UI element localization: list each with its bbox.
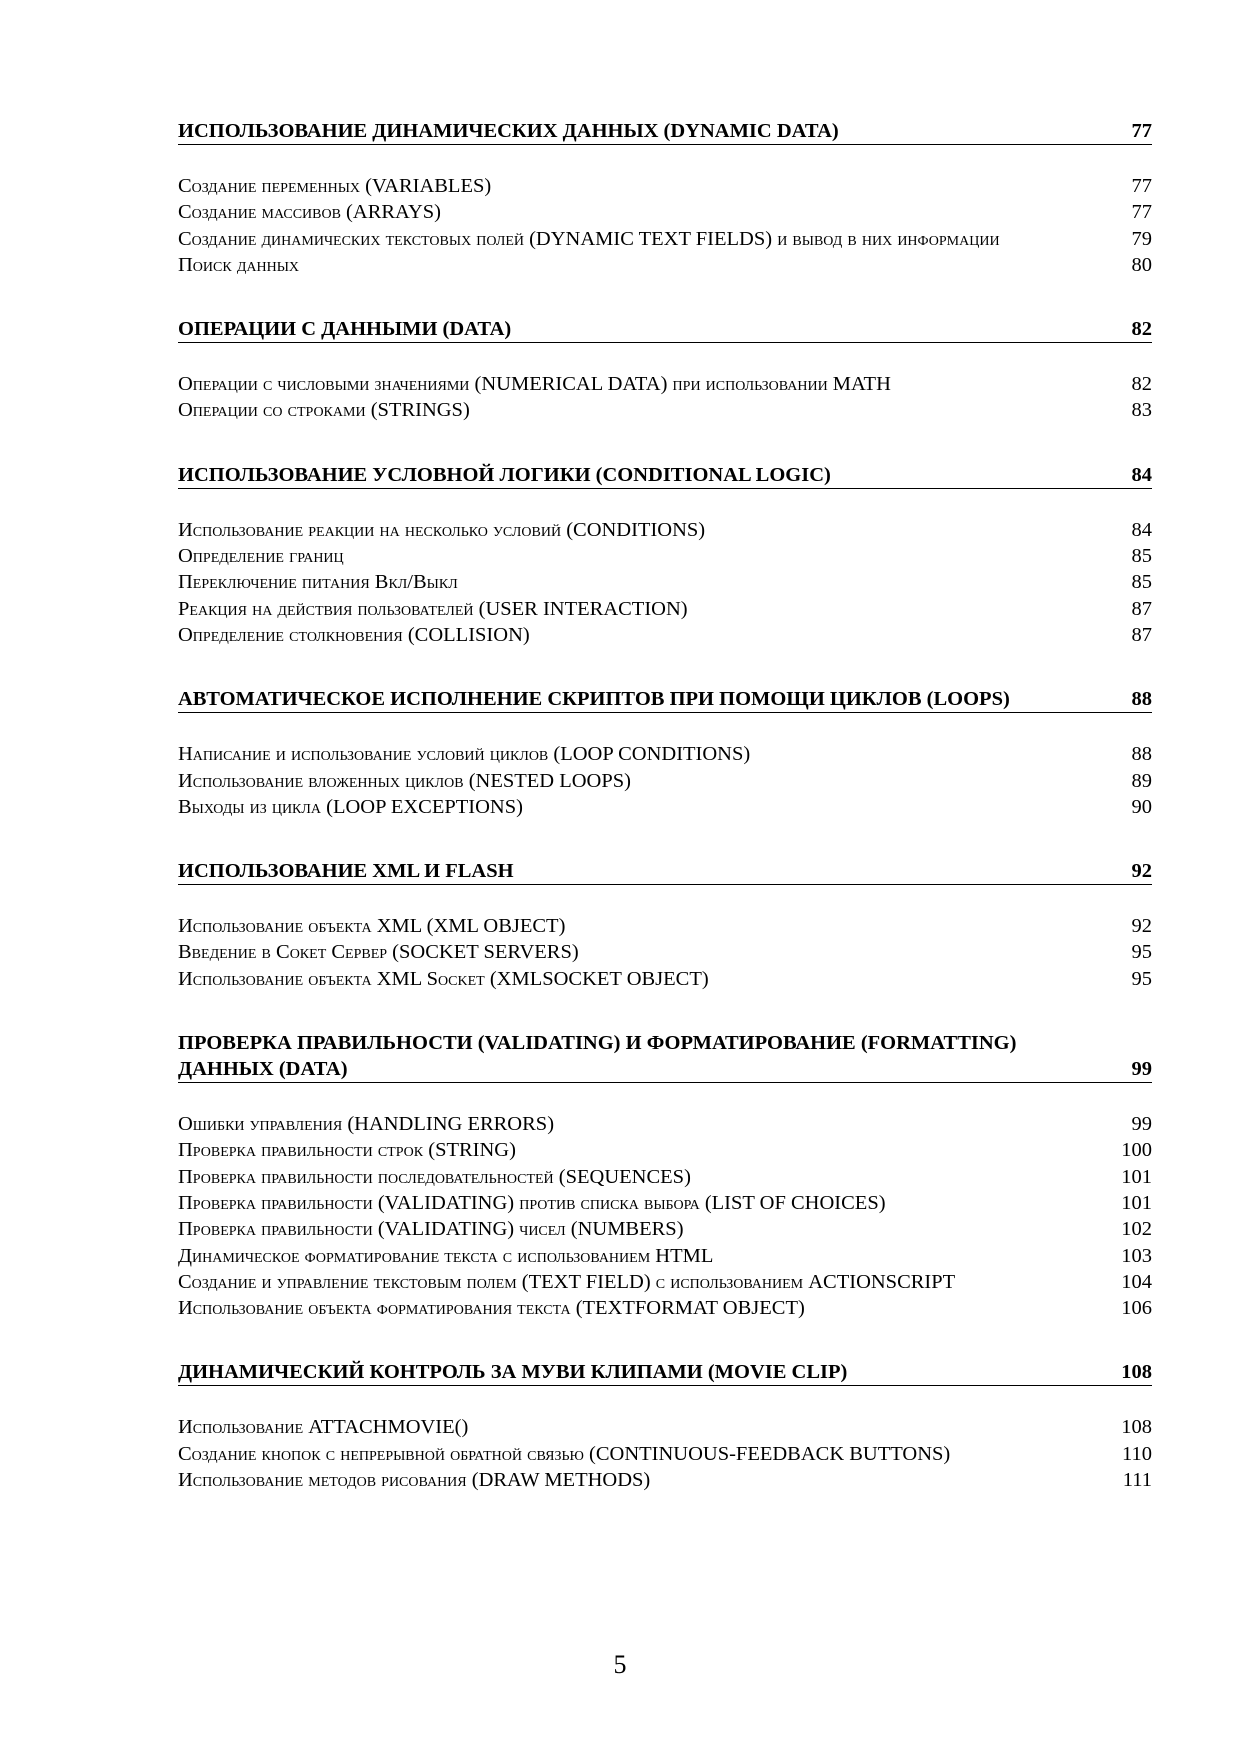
- toc-entry-title: Выходы из цикла (LOOP EXCEPTIONS): [178, 795, 523, 818]
- toc-entry[interactable]: [178, 622, 1152, 648]
- toc-entry[interactable]: [178, 397, 1152, 423]
- toc-entry-page: 89: [1131, 769, 1152, 792]
- toc-entry-page: 87: [1131, 623, 1152, 646]
- section-heading-title: ПРОВЕРКА ПРАВИЛЬНОСТИ (VALIDATING) И ФОРМАТИРОВАНИЕ (FORMATTING) ДАННЫХ (DATA): [178, 1032, 1017, 1081]
- toc-entry-title: Проверка правильности (VALIDATING) против списка выбора (LIST OF CHOICES): [178, 1191, 886, 1214]
- toc-entry[interactable]: [178, 794, 1152, 820]
- toc-entry-title: Проверка правильности последовательностей (SEQUENCES): [178, 1165, 691, 1188]
- toc-entry-page: 95: [1131, 941, 1152, 964]
- toc-entry[interactable]: [178, 1467, 1152, 1493]
- toc-entry-page: 83: [1131, 399, 1152, 422]
- toc-entry[interactable]: [178, 1441, 1152, 1467]
- toc-entry-title: Реакция на действия пользователей (USER INTERACTION): [178, 597, 688, 620]
- toc-entry[interactable]: [178, 1295, 1152, 1321]
- toc-entry[interactable]: [178, 1137, 1152, 1163]
- toc-entry-title: Определение столкновения (COLLISION): [178, 623, 530, 646]
- toc-entry-page: 77: [1131, 201, 1152, 224]
- section-heading-title: ОПЕРАЦИИ С ДАННЫМИ (DATA): [178, 318, 512, 341]
- toc-entry-title: Операции с числовыми значениями (NUMERICAL DATA) при использовании MATH: [178, 373, 891, 396]
- toc-entry-title: Создание переменных (VARIABLES): [178, 175, 492, 197]
- toc-entry-page: 84: [1131, 518, 1152, 541]
- toc-entry-page: 77: [1131, 175, 1152, 197]
- section-heading-page: 88: [1131, 688, 1152, 711]
- toc-entry-title: Создание и управление текстовым полем (TEXT FIELD) с использованием ACTIONSCRIPT: [178, 1270, 956, 1293]
- toc-entry-page: 90: [1131, 795, 1152, 818]
- table-of-contents: [178, 118, 1152, 1531]
- toc-entry-page: 87: [1131, 597, 1152, 620]
- section-heading[interactable]: [178, 1359, 1152, 1386]
- toc-entry-page: 103: [1121, 1244, 1152, 1267]
- toc-entry[interactable]: [178, 1111, 1152, 1137]
- toc-entry-page: 88: [1131, 743, 1152, 766]
- toc-entry[interactable]: [178, 1414, 1152, 1440]
- toc-entry-title: Динамическое форматирование текста с использованием HTML: [178, 1244, 714, 1267]
- section-heading[interactable]: [178, 316, 1152, 343]
- toc-section: [178, 316, 1152, 424]
- toc-entry[interactable]: [178, 913, 1152, 939]
- toc-entry-title: Определение границ: [178, 545, 344, 568]
- section-heading-title: ДИНАМИЧЕСКИЙ КОНТРОЛЬ ЗА МУВИ КЛИПАМИ (MOVIE CLIP): [178, 1361, 848, 1384]
- toc-entry[interactable]: [178, 226, 1152, 252]
- toc-entry-title: Ошибки управления (HANDLING ERRORS): [178, 1113, 555, 1136]
- toc-entry-title: Создание массивов (ARRAYS): [178, 201, 441, 224]
- toc-entry-page: 85: [1131, 571, 1152, 594]
- toc-entry[interactable]: [178, 1243, 1152, 1269]
- section-heading-page: 84: [1131, 463, 1152, 486]
- toc-entry[interactable]: [178, 741, 1152, 767]
- toc-entry-title: Использование вложенных циклов (NESTED LOOPS): [178, 769, 631, 792]
- toc-entry[interactable]: [178, 1164, 1152, 1190]
- toc-entry-page: 101: [1121, 1165, 1152, 1188]
- section-heading-title: ИСПОЛЬЗОВАНИЕ УСЛОВНОЙ ЛОГИКИ (CONDITIONAL LOGIC): [178, 463, 831, 486]
- toc-entry-title: Поиск данных: [178, 253, 300, 276]
- section-heading[interactable]: [178, 462, 1152, 489]
- toc-entry[interactable]: [178, 252, 1152, 278]
- toc-entry[interactable]: [178, 517, 1152, 543]
- toc-entry-page: 79: [1131, 227, 1152, 250]
- toc-entry-title: Использование методов рисования (DRAW METHODS): [178, 1469, 651, 1492]
- toc-entry-page: 82: [1131, 373, 1152, 396]
- toc-entry[interactable]: [178, 966, 1152, 992]
- section-heading[interactable]: [178, 686, 1152, 713]
- toc-entry[interactable]: [178, 768, 1152, 794]
- toc-entry-page: 104: [1121, 1270, 1152, 1293]
- toc-entry[interactable]: [178, 543, 1152, 569]
- toc-entry-title: Использование реакции на несколько условий (CONDITIONS): [178, 518, 706, 541]
- section-heading[interactable]: [178, 118, 1152, 145]
- section-heading-title: ИСПОЛЬЗОВАНИЕ XML И FLASH: [178, 860, 514, 883]
- toc-entry-title: Создание кнопок с непрерывной обратной связью (CONTINUOUS-FEEDBACK BUTTONS): [178, 1442, 951, 1465]
- toc-entry-title: Использование ATTACHMOVIE(): [178, 1416, 469, 1439]
- toc-entry-title: Переключение питания Вкл/Выкл: [178, 571, 458, 594]
- toc-entry-page: 95: [1131, 967, 1152, 990]
- toc-entry-title: Проверка правильности строк (STRING): [178, 1139, 516, 1162]
- toc-entry-page: 106: [1121, 1297, 1152, 1320]
- toc-section: [178, 1359, 1152, 1493]
- toc-section: [178, 858, 1152, 992]
- toc-section: [178, 462, 1152, 648]
- section-heading-title: ИСПОЛЬЗОВАНИЕ ДИНАМИЧЕСКИХ ДАННЫХ (DYNAMIC DATA): [178, 120, 839, 142]
- toc-entry-page: 108: [1121, 1416, 1152, 1439]
- toc-entry-page: 100: [1121, 1139, 1152, 1162]
- section-heading[interactable]: [178, 1030, 1152, 1083]
- toc-entry-page: 80: [1131, 253, 1152, 276]
- toc-entry-title: Введение в Сокет Сервер (SOCKET SERVERS): [178, 941, 579, 964]
- toc-entry-page: 101: [1121, 1191, 1152, 1214]
- toc-entry[interactable]: [178, 371, 1152, 397]
- toc-entry-title: Использование объекта XML (XML OBJECT): [178, 915, 566, 938]
- toc-entry[interactable]: [178, 1216, 1152, 1242]
- section-heading[interactable]: [178, 858, 1152, 885]
- toc-entry-title: Создание динамических текстовых полей (DYNAMIC TEXT FIELDS) и вывод в них информации: [178, 227, 1000, 250]
- section-heading-page: 77: [1131, 120, 1152, 142]
- section-heading-page: 82: [1131, 318, 1152, 341]
- toc-entry-page: 92: [1131, 915, 1152, 938]
- toc-section: [178, 118, 1152, 278]
- toc-entry-title: Использование объекта форматирования текста (TEXTFORMAT OBJECT): [178, 1297, 805, 1320]
- section-heading-title: АВТОМАТИЧЕСКОЕ ИСПОЛНЕНИЕ СКРИПТОВ ПРИ ПОМОЩИ ЦИКЛОВ (LOOPS): [178, 688, 1010, 711]
- section-heading-page: 99: [1131, 1058, 1152, 1081]
- section-heading-page: 108: [1121, 1361, 1152, 1384]
- toc-section: [178, 1030, 1152, 1321]
- toc-section: [178, 686, 1152, 820]
- page-number: 5: [613, 1650, 627, 1679]
- toc-entry[interactable]: [178, 1269, 1152, 1295]
- toc-entry[interactable]: [178, 173, 1152, 199]
- toc-entry[interactable]: [178, 596, 1152, 622]
- toc-entry-title: Операции со строками (STRINGS): [178, 399, 470, 422]
- toc-entry[interactable]: [178, 569, 1152, 595]
- toc-entry-page: 85: [1131, 545, 1152, 568]
- toc-entry-page: 110: [1122, 1442, 1152, 1465]
- toc-entry-page: 99: [1131, 1113, 1152, 1136]
- toc-entry-title: Написание и использование условий циклов (LOOP CONDITIONS): [178, 743, 751, 766]
- section-heading-page: 92: [1131, 860, 1152, 883]
- toc-entry-title: Проверка правильности (VALIDATING) чисел (NUMBERS): [178, 1218, 684, 1241]
- toc-entry[interactable]: [178, 939, 1152, 965]
- toc-entry-page: 102: [1121, 1218, 1152, 1241]
- toc-entry[interactable]: [178, 1190, 1152, 1216]
- toc-entry-page: 111: [1122, 1469, 1152, 1492]
- toc-entry[interactable]: [178, 199, 1152, 225]
- toc-entry-title: Использование объекта XML Socket (XMLSOCKET OBJECT): [178, 967, 709, 990]
